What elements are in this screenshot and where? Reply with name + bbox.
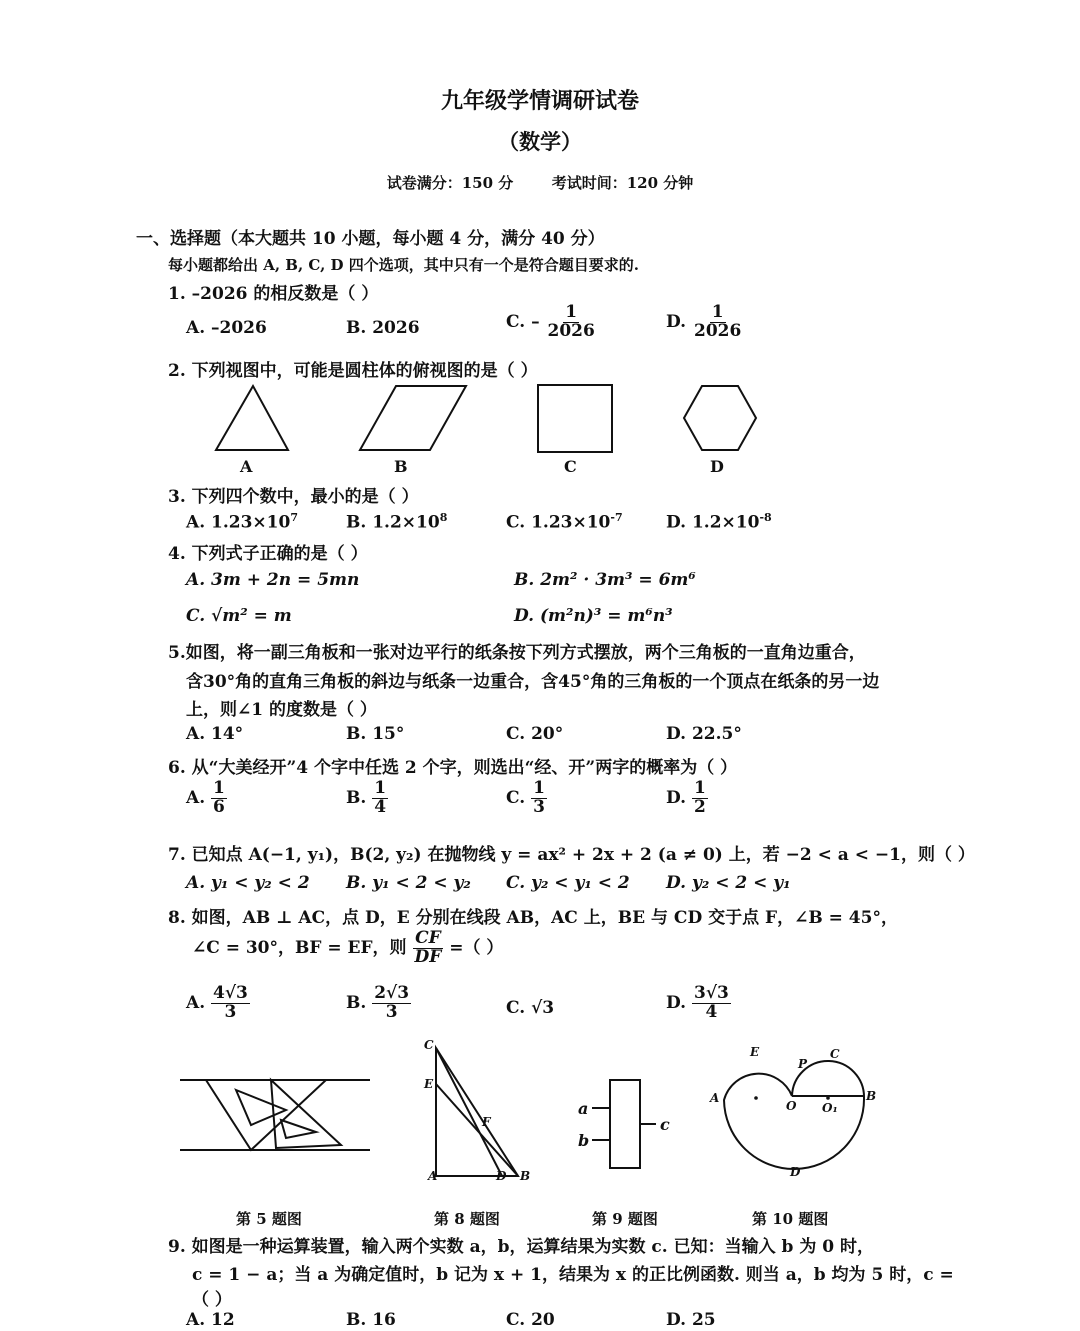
figure-9 — [574, 1076, 684, 1172]
q4-stem: 4. 下列式子正确的是（ ） — [168, 544, 368, 564]
denominator: 4 — [705, 1001, 718, 1022]
exam-score: 试卷满分：150 分 — [386, 174, 514, 192]
numerator: 1 — [693, 778, 706, 798]
q1-d-fraction — [692, 304, 743, 341]
q4-option-d: D. (m²n)³ = m⁶n³ — [514, 606, 673, 626]
q5-line1: 5.如图，将一副三角板和一张对边平行的纸条按下列方式摆放，两个三角板的一直角边重合， — [168, 643, 866, 663]
q6-option-a — [186, 780, 227, 817]
q2-label-c: C — [564, 457, 577, 476]
caption-fig10: 第 10 题图 — [752, 1210, 829, 1228]
q7-option-b: B. y₁ < 2 < y₂ — [346, 873, 471, 893]
q6-a-fraction — [211, 780, 227, 817]
q3-option-d — [666, 511, 772, 533]
q9-option-a: A. 12 — [186, 1310, 235, 1330]
denominator: 3 — [224, 1001, 237, 1022]
q2-label-b: B — [394, 457, 408, 476]
q4-option-c: C. √m² = m — [186, 606, 292, 626]
denominator: 2026 — [693, 320, 742, 341]
exam-time: 考试时间：120 分钟 — [551, 174, 694, 192]
q5-line3: 上，则∠1 的度数是（ ） — [186, 700, 377, 720]
exam-info — [0, 172, 1080, 193]
q6-b-letter: B. — [346, 787, 367, 808]
q8-a-letter: A. — [186, 992, 206, 1013]
hexagon-shape — [684, 386, 756, 450]
fig8-label-c: C — [424, 1038, 434, 1052]
q1-d-prefix: D. — [666, 311, 687, 332]
q8-option-d — [666, 985, 731, 1022]
q5-option-c: C. 20° — [506, 724, 564, 744]
fig8-label-a: A — [428, 1169, 438, 1183]
q2-shapes — [200, 380, 780, 480]
figure-5 — [176, 1070, 376, 1160]
q8-option-c: C. √3 — [506, 998, 555, 1018]
q6-a-letter: A. — [186, 787, 206, 808]
q3-c-exp: -7 — [610, 511, 623, 524]
q4-option-b: B. 2m² · 3m³ = 6m⁶ — [514, 570, 696, 590]
q8-option-b — [346, 985, 411, 1022]
q1-c-prefix: C. – — [506, 311, 540, 332]
fig10-label-p: P — [798, 1057, 808, 1071]
q3-option-a — [186, 511, 298, 533]
subject-title: （数学） — [498, 130, 582, 154]
q8-line2-suffix: =（ ） — [449, 937, 504, 958]
fig10-label-a: A — [710, 1091, 720, 1105]
q9-option-d: D. 25 — [666, 1310, 716, 1330]
q9-line2: c = 1 − a；当 a 为确定值时，b 记为 x + 1，结果为 x 的正比例函数. 则当 a，b 均为 5 时，c = — [192, 1265, 954, 1285]
q9-line3: （ ） — [192, 1290, 232, 1310]
denominator: 3 — [385, 1001, 398, 1022]
q8-line2-prefix: ∠C = 30°，BF = EF，则 — [192, 937, 407, 958]
q6-c-letter: C. — [506, 787, 526, 808]
caption-fig9: 第 9 题图 — [592, 1210, 658, 1228]
fig10-label-d: D — [790, 1165, 801, 1179]
q8-d-fraction — [692, 985, 731, 1022]
q3-c-base: C. 1.23×10 — [506, 512, 611, 533]
numerator: 4√3 — [213, 983, 248, 1003]
numerator: 1 — [711, 302, 724, 322]
q7-stem: 7. 已知点 A(−1, y₁)，B(2, y₂) 在抛物线 y = ax² + 2x + 2 (a ≠ 0) 上，若 −2 < a < −1，则（ ） — [168, 845, 975, 865]
fig10-label-o: O — [786, 1099, 797, 1113]
numerator: 1 — [374, 778, 387, 798]
fig10-label-o1: O₁ — [822, 1101, 838, 1115]
denominator: DF — [414, 946, 442, 967]
denominator: 6 — [213, 796, 225, 817]
q6-option-c — [506, 780, 547, 817]
q9-option-b: B. 16 — [346, 1310, 396, 1330]
q8-ratio-fraction — [412, 930, 443, 967]
caption-fig5: 第 5 题图 — [236, 1210, 302, 1228]
numerator: 2√3 — [374, 983, 410, 1003]
page-title: 九年级学情调研试卷 — [440, 89, 639, 114]
q3-d-base: D. 1.2×10 — [666, 512, 760, 533]
q3-d-exp: -8 — [759, 511, 772, 524]
q1-c-fraction — [546, 304, 597, 341]
q6-option-b — [346, 780, 388, 817]
q6-d-fraction — [692, 780, 708, 817]
denominator: 2 — [693, 796, 706, 817]
q5-option-a: A. 14° — [186, 724, 244, 744]
denominator: 4 — [374, 796, 387, 817]
triangle-shape — [216, 386, 288, 450]
q3-b-base: B. 1.2×10 — [346, 512, 440, 533]
numerator: CF — [415, 928, 441, 948]
fig9-label-c: c — [660, 1115, 670, 1134]
q6-b-fraction — [372, 780, 388, 817]
q3-a-base: A. 1.23×10 — [186, 512, 291, 533]
fig8-label-d: D — [496, 1169, 507, 1183]
q7-option-c: C. y₂ < y₁ < 2 — [506, 873, 630, 893]
fig10-label-b: B — [866, 1089, 877, 1103]
figure-10 — [704, 1040, 884, 1180]
q6-d-letter: D. — [666, 787, 687, 808]
denominator: 2026 — [547, 320, 595, 341]
q1-stem: 1. –2026 的相反数是（ ） — [168, 284, 379, 304]
fig10-label-c: C — [830, 1047, 840, 1061]
q2-label-d: D — [710, 457, 724, 476]
q8-b-letter: B. — [346, 992, 367, 1013]
numerator: 3√3 — [693, 983, 729, 1003]
q3-a-exp: 7 — [290, 511, 298, 524]
q1-option-c — [506, 304, 597, 341]
caption-fig8: 第 8 题图 — [434, 1210, 500, 1228]
q2-stem: 2. 下列视图中，可能是圆柱体的俯视图的是（ ） — [168, 361, 538, 381]
triangle-45 — [271, 1080, 341, 1148]
figure-8 — [420, 1036, 540, 1186]
q5-line2: 含30°角的直角三角板的斜边与纸条一边重合，含45°角的三角板的一个顶点在纸条的另一边 — [186, 672, 880, 692]
numerator: 1 — [565, 302, 578, 322]
triangle-30-inner — [236, 1090, 286, 1125]
triangle-45-inner — [281, 1120, 316, 1138]
q3-option-c — [506, 511, 623, 533]
q8-b-fraction — [372, 985, 411, 1022]
q8-option-a — [186, 985, 250, 1022]
q3-stem: 3. 下列四个数中，最小的是（ ） — [168, 487, 419, 507]
q2-label-a: A — [240, 457, 253, 476]
q8-line2 — [192, 930, 503, 967]
section-instruction: 每小题都给出 A, B, C, D 四个选项，其中只有一个是符合题目要求的. — [168, 256, 640, 274]
q7-option-d: D. y₂ < 2 < y₁ — [666, 873, 791, 893]
q6-option-d — [666, 780, 708, 817]
q6-c-fraction — [531, 780, 547, 817]
q8-a-fraction — [211, 985, 250, 1022]
q3-option-b — [346, 511, 447, 533]
parallelogram-shape — [360, 386, 466, 450]
fig9-label-b: b — [578, 1131, 590, 1150]
q1-option-b: B. 2026 — [346, 318, 420, 338]
fig8-label-f: F — [482, 1115, 491, 1129]
q5-option-b: B. 15° — [346, 724, 405, 744]
q9-line1: 9. 如图是一种运算装置，输入两个实数 a，b，运算结果为实数 c. 已知：当输入 b 为 0 时， — [168, 1237, 874, 1257]
q6-stem: 6. 从“大美经开”4 个字中任选 2 个字，则选出“经、开”两字的概率为（ ） — [168, 758, 738, 778]
q3-b-exp: 8 — [439, 511, 448, 524]
numerator: 1 — [533, 778, 545, 798]
fig10-label-e: E — [750, 1045, 760, 1059]
q1-option-d — [666, 304, 743, 341]
fig8-label-e: E — [424, 1077, 434, 1091]
q4-option-a: A. 3m + 2n = 5mn — [186, 570, 360, 590]
q8-line1: 8. 如图，AB ⊥ AC，点 D，E 分别在线段 AB，AC 上，BE 与 CD 交于点 F，∠B = 45°， — [168, 908, 898, 928]
q9-option-c: C. 20 — [506, 1310, 555, 1330]
q1-option-a: A. –2026 — [186, 318, 267, 338]
q7-option-a: A. y₁ < y₂ < 2 — [186, 873, 310, 893]
denominator: 3 — [533, 796, 545, 817]
fig8-label-b: B — [520, 1169, 531, 1183]
q8-d-letter: D. — [666, 992, 687, 1013]
section-heading: 一、选择题（本大题共 10 小题，每小题 4 分，满分 40 分） — [136, 229, 605, 249]
numerator: 1 — [213, 778, 225, 798]
square-shape — [538, 385, 612, 452]
fig9-label-a: a — [578, 1099, 589, 1118]
q5-option-d: D. 22.5° — [666, 724, 742, 744]
